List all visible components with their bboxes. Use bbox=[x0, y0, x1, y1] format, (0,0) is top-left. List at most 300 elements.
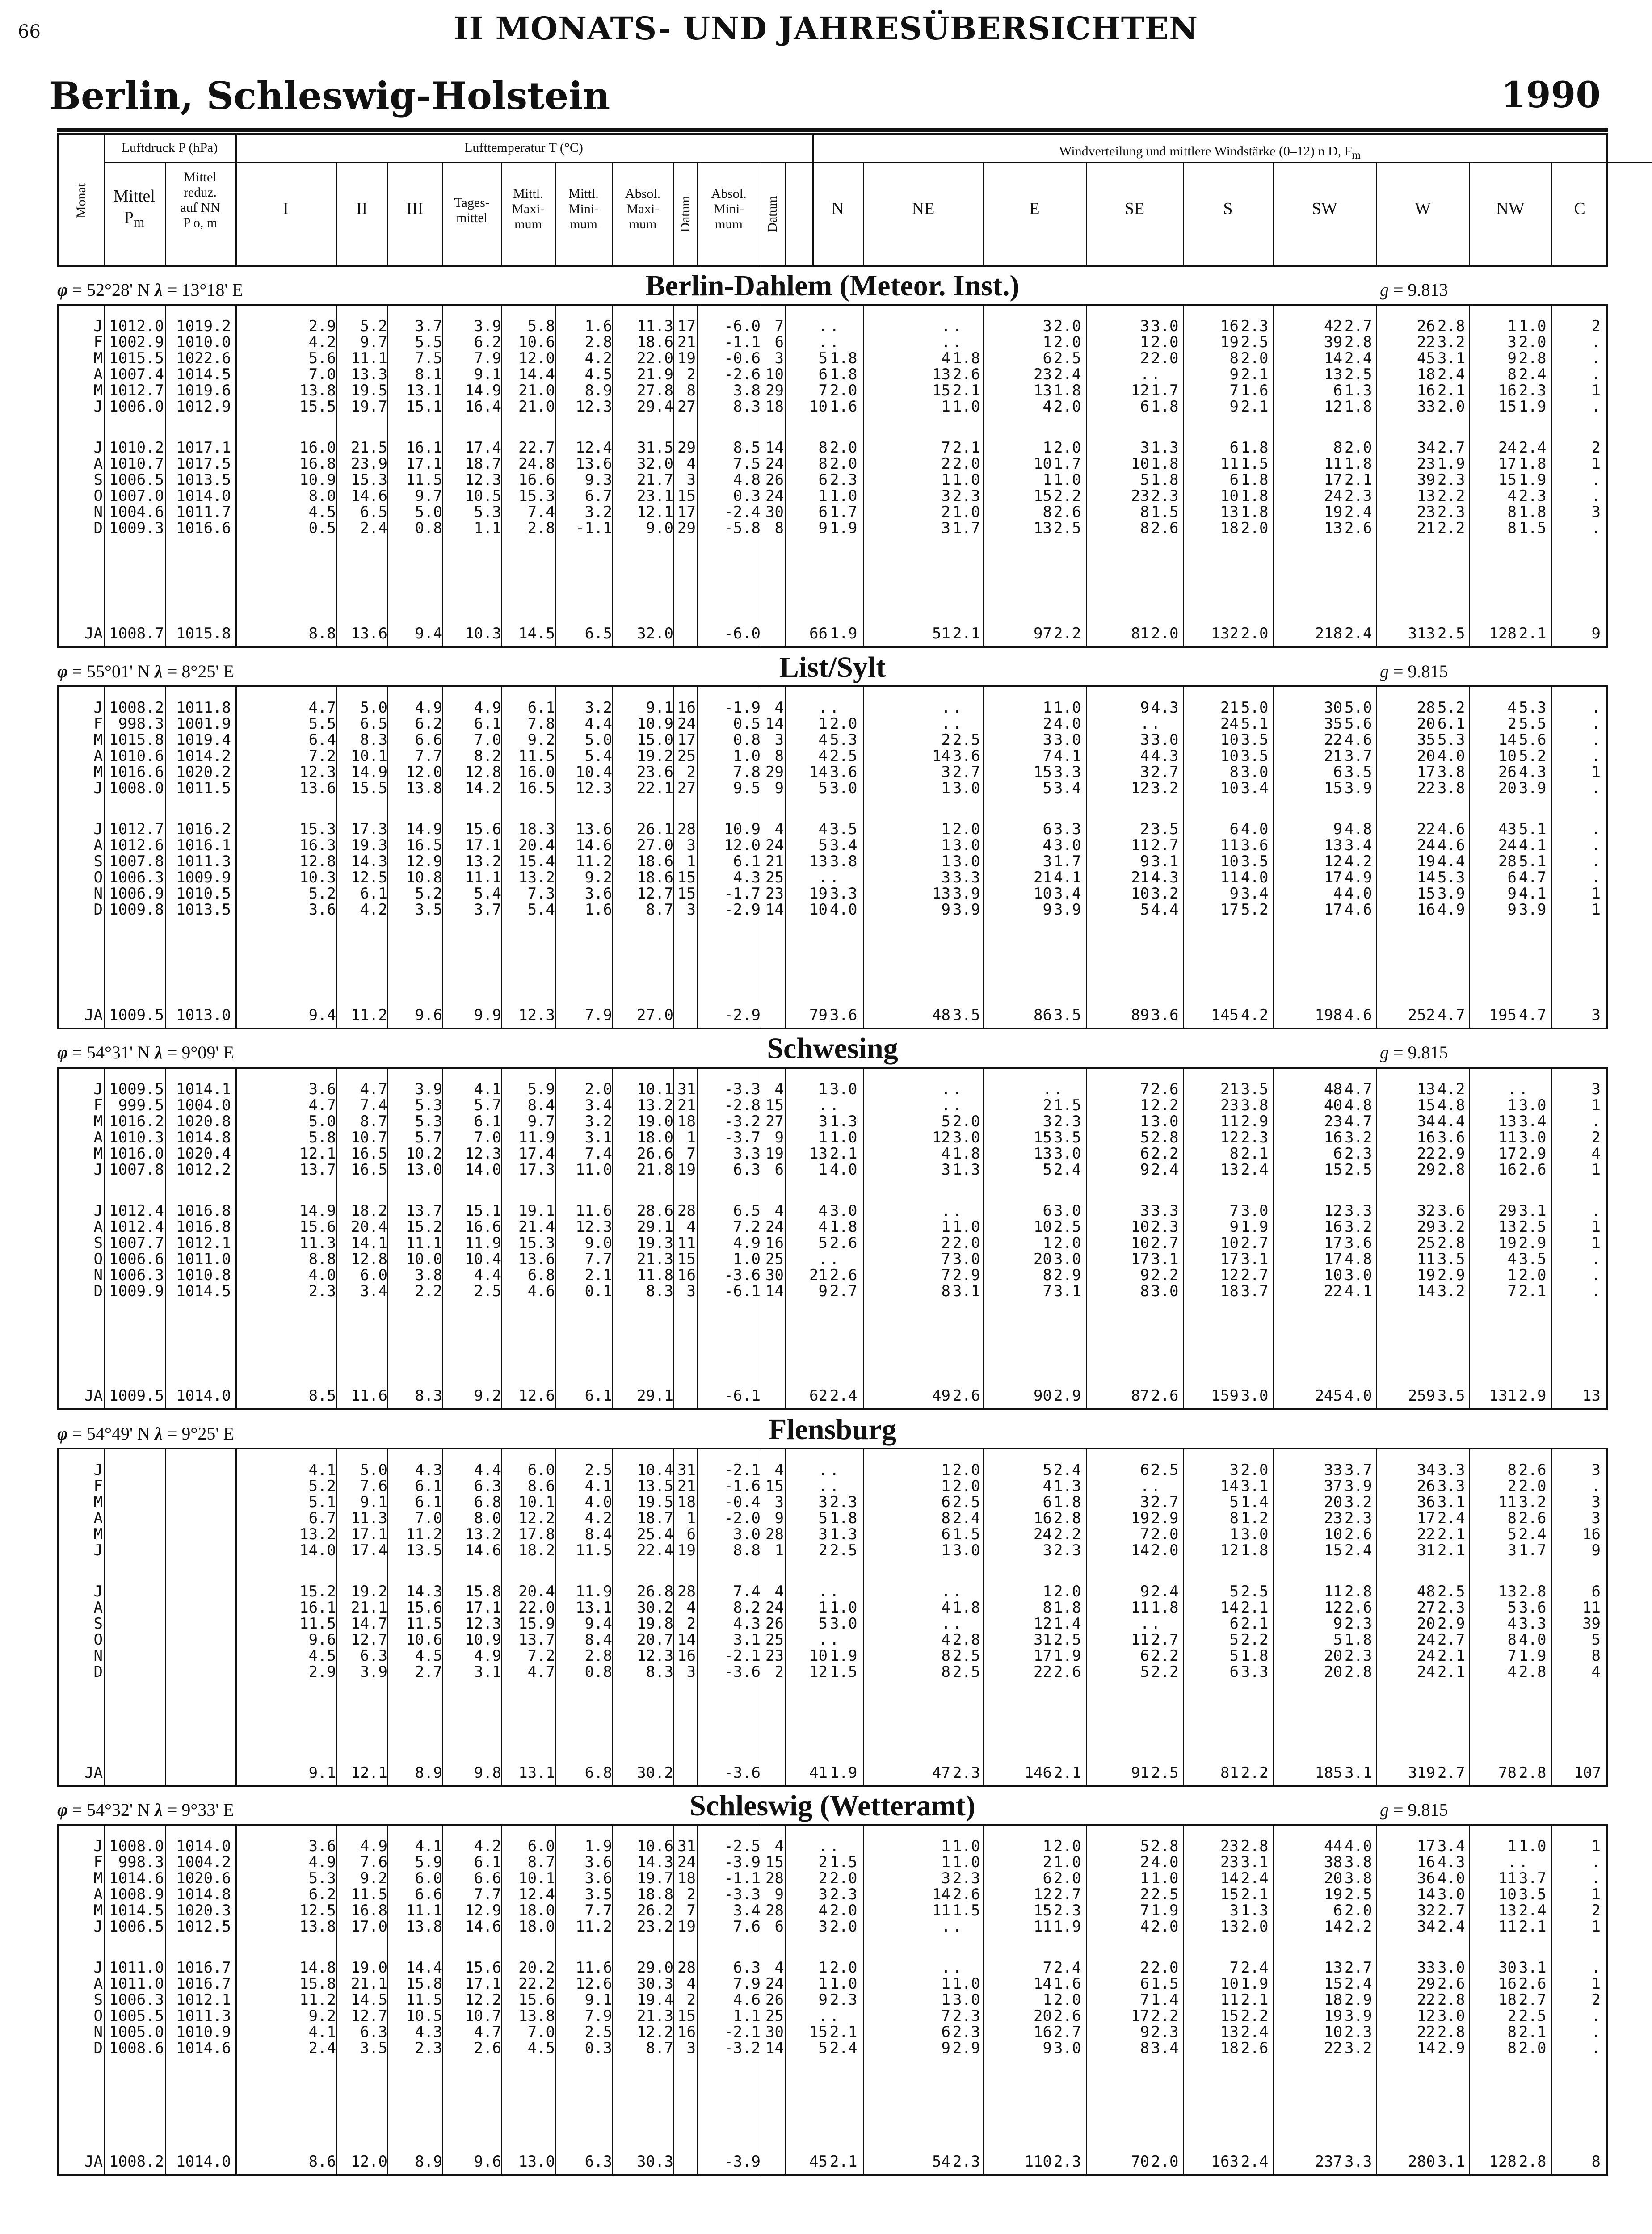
cell: 3.1 bbox=[733, 1631, 761, 1649]
cell: 3.0 bbox=[953, 1541, 980, 1559]
cell: 1016.2 bbox=[109, 1113, 164, 1130]
cell: 18.6 bbox=[637, 333, 673, 351]
cell: 19.5 bbox=[351, 382, 387, 399]
cell: 17.4 bbox=[465, 439, 501, 457]
header-tagesmittel-1: Tages- bbox=[454, 195, 490, 210]
cell: 5.0 bbox=[360, 699, 387, 717]
cell: 5.6 bbox=[1519, 731, 1547, 749]
table-row bbox=[59, 1664, 1606, 1680]
cell: 14.9 bbox=[465, 382, 501, 399]
cell: 1 bbox=[1591, 1885, 1601, 1903]
cell: 3 bbox=[1042, 317, 1052, 335]
cell: . bbox=[953, 1080, 962, 1098]
cell: 4.3 bbox=[415, 2023, 442, 2041]
cell: 3.5 bbox=[1241, 852, 1269, 870]
cell: 3.6 bbox=[953, 747, 980, 765]
cell: 3 bbox=[1042, 731, 1052, 749]
cell: 3 bbox=[818, 1493, 828, 1511]
cell: 4 bbox=[1507, 699, 1517, 717]
cell: 2.7 bbox=[1241, 1266, 1269, 1284]
phi-symbol: φ bbox=[57, 280, 68, 300]
cell: 14.8 bbox=[299, 1959, 336, 1977]
cell: . bbox=[953, 317, 962, 335]
cell: 30 bbox=[765, 2023, 784, 2041]
cell: 2.4 bbox=[1054, 1959, 1081, 1977]
cell: 11.9 bbox=[465, 1234, 501, 1252]
cell: 3.4 bbox=[360, 1282, 387, 1300]
cell: 13.2 bbox=[637, 1096, 673, 1114]
cell: 1 bbox=[686, 1509, 696, 1527]
header-monat: Monat bbox=[74, 183, 88, 218]
cell: 2.4 bbox=[1345, 349, 1372, 367]
cell: 8.7 bbox=[360, 1113, 387, 1130]
cell: 9.6 bbox=[415, 1006, 442, 1024]
cell: . bbox=[1519, 1080, 1528, 1098]
cell: 13 bbox=[1034, 1145, 1052, 1163]
cell: 15 bbox=[1324, 1161, 1342, 1179]
cell: 45 bbox=[809, 2153, 828, 2171]
cell: 2.3 bbox=[953, 487, 980, 505]
cell: 11.5 bbox=[406, 1991, 442, 2009]
cell: 26 bbox=[1417, 1477, 1435, 1495]
table-row bbox=[59, 1478, 1606, 1494]
cell: J bbox=[93, 1080, 103, 1098]
cell: 17.1 bbox=[465, 836, 501, 854]
cell: 3.3 bbox=[733, 1145, 761, 1163]
cell: 81 bbox=[1131, 625, 1149, 642]
phi-symbol: φ bbox=[57, 1800, 68, 1820]
cell: 14 bbox=[1324, 349, 1342, 367]
cell: 22.4 bbox=[637, 1541, 673, 1559]
cell: 4.0 bbox=[584, 1493, 612, 1511]
cell: 49 bbox=[932, 1387, 950, 1405]
cell: 24 bbox=[1220, 715, 1239, 733]
cell: 19 bbox=[1417, 852, 1435, 870]
cell: 2.2 bbox=[1438, 519, 1465, 537]
cell: 3.0 bbox=[1054, 1145, 1081, 1163]
cell: 15.9 bbox=[518, 1615, 555, 1633]
cell: 11.3 bbox=[637, 317, 673, 335]
cell: 11.5 bbox=[351, 1885, 387, 1903]
cell: 29 bbox=[1417, 1161, 1435, 1179]
cell: 4.8 bbox=[733, 471, 761, 489]
cell: 1.9 bbox=[1054, 1918, 1081, 1936]
station-g-value: = 9.815 bbox=[1389, 661, 1448, 681]
header-t-II: II bbox=[356, 199, 368, 218]
cell: 3.1 bbox=[1241, 1853, 1269, 1871]
cell: JA bbox=[84, 625, 103, 642]
cell: 2.0 bbox=[830, 439, 858, 457]
cell: 11 bbox=[1220, 836, 1239, 854]
cell: 13.2 bbox=[465, 1525, 501, 1543]
cell: 4 bbox=[686, 455, 696, 473]
cell: 24 bbox=[1498, 439, 1517, 457]
cell: 3.4 bbox=[1151, 2039, 1179, 2057]
cell: 12.2 bbox=[637, 2023, 673, 2041]
cell: 4.4 bbox=[1438, 852, 1465, 870]
cell: 1 bbox=[941, 471, 950, 489]
cell: . bbox=[941, 317, 950, 335]
cell: . bbox=[941, 1096, 950, 1114]
cell: 10 bbox=[1220, 852, 1239, 870]
cell: 31 bbox=[677, 1461, 696, 1479]
table-row bbox=[59, 780, 1606, 796]
cell: 1.8 bbox=[830, 1218, 858, 1236]
cell: 20.7 bbox=[637, 1631, 673, 1649]
cell: 3.0 bbox=[1438, 1885, 1465, 1903]
cell: 2 bbox=[1591, 317, 1601, 335]
cell: 3.7 bbox=[1345, 1461, 1372, 1479]
cell: 2.9 bbox=[1345, 1991, 1372, 2009]
cell: 5 bbox=[1229, 1631, 1239, 1649]
cell: 1.0 bbox=[1151, 1869, 1179, 1887]
table-row bbox=[59, 1583, 1606, 1600]
cell: 1008.0 bbox=[109, 1837, 164, 1855]
cell: 8 bbox=[1507, 1631, 1517, 1649]
cell: 10.1 bbox=[637, 1080, 673, 1098]
cell: 2 bbox=[941, 455, 950, 473]
header-datum-1: Datum bbox=[678, 196, 693, 232]
cell: 2.0 bbox=[584, 1080, 612, 1098]
cell: 4.1 bbox=[1054, 869, 1081, 886]
cell: 29 bbox=[1498, 1202, 1517, 1220]
cell: 1.8 bbox=[1519, 455, 1547, 473]
cell: 2.5 bbox=[953, 1493, 980, 1511]
cell: 15 bbox=[677, 869, 696, 886]
cell: 2.6 bbox=[1519, 1161, 1547, 1179]
cell: 4.1 bbox=[474, 1080, 501, 1098]
table-row bbox=[59, 1283, 1606, 1299]
cell: 9.2 bbox=[584, 869, 612, 886]
cell: 24 bbox=[677, 1853, 696, 1871]
table-row bbox=[59, 318, 1606, 334]
cell: 6 bbox=[1333, 382, 1342, 399]
cell: 2.0 bbox=[953, 1113, 980, 1130]
cell: 16 bbox=[1498, 382, 1517, 399]
cell: 2.5 bbox=[1054, 349, 1081, 367]
cell: 4.8 bbox=[1345, 1250, 1372, 1268]
cell: 12 bbox=[1034, 1615, 1052, 1633]
cell: 2.8 bbox=[1519, 349, 1547, 367]
cell: 9 bbox=[1229, 1218, 1239, 1236]
cell: 3.0 bbox=[733, 1525, 761, 1543]
cell: 3.0 bbox=[1151, 317, 1179, 335]
cell: O bbox=[93, 1631, 103, 1649]
cell: 14 bbox=[932, 747, 950, 765]
cell: 13 bbox=[1220, 1918, 1239, 1936]
cell: 12.3 bbox=[576, 398, 612, 416]
cell: 3.4 bbox=[1241, 779, 1269, 797]
annual-row bbox=[59, 2154, 1606, 2170]
cell: 12 bbox=[1131, 779, 1149, 797]
cell: 3.9 bbox=[1345, 2007, 1372, 2025]
cell: . bbox=[1591, 365, 1601, 383]
cell: 18.8 bbox=[637, 1885, 673, 1903]
cell: . bbox=[941, 1202, 950, 1220]
cell: 3.8 bbox=[733, 382, 761, 399]
cell: 12 bbox=[1220, 1129, 1239, 1146]
cell: 3.7 bbox=[1345, 747, 1372, 765]
cell: 4.7 bbox=[1519, 1006, 1547, 1024]
cell: 3.6 bbox=[1345, 1234, 1372, 1252]
cell: 3.2 bbox=[1345, 1218, 1372, 1236]
cell: 6.8 bbox=[527, 1266, 555, 1284]
cell: 1.9 bbox=[1519, 1647, 1547, 1665]
cell: 3.5 bbox=[1519, 1250, 1547, 1268]
cell: 4.2 bbox=[1345, 852, 1372, 870]
cell: 7.7 bbox=[584, 1902, 612, 1919]
cell: 3.6 bbox=[1519, 1599, 1547, 1617]
cell: 4.1 bbox=[584, 1477, 612, 1495]
cell: 8 bbox=[941, 1647, 950, 1665]
table-row bbox=[59, 764, 1606, 780]
cell: 19.4 bbox=[637, 1991, 673, 2009]
station-title-row bbox=[57, 649, 1608, 684]
cell: 6 bbox=[1042, 1869, 1052, 1887]
cell: 14 bbox=[765, 715, 784, 733]
cell: 1.3 bbox=[1054, 1477, 1081, 1495]
cell: 2.1 bbox=[830, 2153, 858, 2171]
cell: 10.3 bbox=[465, 625, 501, 642]
cell: 79 bbox=[809, 1006, 828, 1024]
cell: 5.9 bbox=[415, 1853, 442, 1871]
cell: 13 bbox=[1498, 1583, 1517, 1600]
cell: 8.5 bbox=[308, 1387, 336, 1405]
cell: 7.7 bbox=[415, 747, 442, 765]
cell: 8.5 bbox=[733, 439, 761, 457]
cell: 17 bbox=[1131, 2007, 1149, 2025]
header-datum-2: Datum bbox=[765, 196, 780, 232]
cell: 8 bbox=[941, 1663, 950, 1681]
cell: -3.6 bbox=[724, 1764, 761, 1782]
cell: 2.2 bbox=[1241, 1764, 1269, 1782]
cell: 1011.0 bbox=[109, 1975, 164, 1993]
cell: 4.0 bbox=[1438, 747, 1465, 765]
cell: 3 bbox=[1140, 1202, 1149, 1220]
cell: F bbox=[93, 1477, 103, 1495]
cell: 5.3 bbox=[1438, 731, 1465, 749]
cell: 14.5 bbox=[518, 625, 555, 642]
cell: 22 bbox=[1417, 1145, 1435, 1163]
cell: 1 bbox=[1042, 471, 1052, 489]
cell: D bbox=[93, 2039, 103, 2057]
cell: 1.5 bbox=[830, 1853, 858, 1871]
cell: 5.5 bbox=[415, 333, 442, 351]
cell: 15.1 bbox=[406, 398, 442, 416]
cell: 163 bbox=[1211, 2153, 1239, 2171]
cell: 2.8 bbox=[1345, 333, 1372, 351]
cell: 3.4 bbox=[1345, 836, 1372, 854]
cell: 13.3 bbox=[351, 365, 387, 383]
cell: 12.3 bbox=[576, 1218, 612, 1236]
cell: 39 bbox=[1324, 333, 1342, 351]
cell: 91 bbox=[1131, 1764, 1149, 1782]
cell: 13.8 bbox=[406, 779, 442, 797]
cell: 9 bbox=[774, 1509, 784, 1527]
cell: 6.3 bbox=[733, 1959, 761, 1977]
cell: 2.2 bbox=[1151, 1663, 1179, 1681]
cell: -1.1 bbox=[576, 519, 612, 537]
cell: 90 bbox=[1034, 1387, 1052, 1405]
cell: 2.0 bbox=[953, 1477, 980, 1495]
header-windverteilung: Windverteilung und mittlere Windstärke (0–12) n D, $F_m$ bbox=[1059, 144, 1361, 161]
cell: 1 bbox=[1140, 1113, 1149, 1130]
cell: 26 bbox=[1498, 763, 1517, 781]
cell: 11 bbox=[1498, 1129, 1517, 1146]
cell: 5.6 bbox=[1345, 715, 1372, 733]
header-divider bbox=[785, 163, 786, 265]
cell: 1.0 bbox=[830, 1129, 858, 1146]
cell: . bbox=[1591, 836, 1601, 854]
cell: JA bbox=[84, 1006, 103, 1024]
cell: 9.9 bbox=[474, 1006, 501, 1024]
table-row bbox=[59, 902, 1606, 918]
cell: 2 bbox=[1507, 1477, 1517, 1495]
cell: 2.8 bbox=[584, 1647, 612, 1665]
cell: 3.4 bbox=[1438, 1837, 1465, 1855]
cell: . bbox=[818, 1250, 828, 1268]
cell: 12.5 bbox=[299, 1902, 336, 1919]
cell: . bbox=[953, 1202, 962, 1220]
cell: 14 bbox=[765, 901, 784, 919]
cell: 4 bbox=[774, 1583, 784, 1600]
cell: 1009.3 bbox=[109, 519, 164, 537]
cell: 17 bbox=[1324, 1250, 1342, 1268]
cell: 21.1 bbox=[351, 1599, 387, 1617]
cell: 3.3 bbox=[1054, 820, 1081, 838]
cell: 3.4 bbox=[1241, 885, 1269, 903]
cell: 2.1 bbox=[1345, 471, 1372, 489]
table-row bbox=[59, 1251, 1606, 1267]
cell: 110 bbox=[1024, 2153, 1052, 2171]
cell: 1014.8 bbox=[176, 1885, 231, 1903]
cell: . bbox=[953, 333, 962, 351]
cell: 6.5 bbox=[360, 715, 387, 733]
cell: 16 bbox=[1324, 1218, 1342, 1236]
cell: 1.9 bbox=[1438, 455, 1465, 473]
cell: 1010.3 bbox=[109, 1129, 164, 1146]
cell: 4.2 bbox=[584, 1509, 612, 1527]
cell: 15.5 bbox=[351, 779, 387, 797]
cell: 4.2 bbox=[308, 333, 336, 351]
cell: 1008.0 bbox=[109, 779, 164, 797]
cell: 39 bbox=[1582, 1615, 1601, 1633]
cell: 5.7 bbox=[415, 1129, 442, 1146]
cell: 9 bbox=[1333, 1615, 1342, 1633]
cell: 2 bbox=[686, 1991, 696, 2009]
cell: 7 bbox=[818, 382, 828, 399]
cell: 1009.8 bbox=[109, 901, 164, 919]
cell: 4 bbox=[686, 1218, 696, 1236]
cell: 2.3 bbox=[830, 1885, 858, 1903]
station-title-row bbox=[57, 267, 1608, 303]
station-lambda: = 8°25' E bbox=[162, 661, 235, 681]
cell: 259 bbox=[1408, 1387, 1435, 1405]
cell: 6 bbox=[1140, 1975, 1149, 1993]
cell: 2.8 bbox=[953, 1631, 980, 1649]
cell: 86 bbox=[1034, 1006, 1052, 1024]
cell: 28.6 bbox=[637, 1202, 673, 1220]
table-row bbox=[59, 732, 1606, 748]
cell: 3.6 bbox=[308, 901, 336, 919]
cell: 1 bbox=[1591, 1918, 1601, 1936]
cell: 4.6 bbox=[1345, 901, 1372, 919]
cell: 21.0 bbox=[518, 398, 555, 416]
cell: 10 bbox=[1220, 747, 1239, 765]
cell: 2.8 bbox=[1438, 1161, 1465, 1179]
cell: 2 bbox=[1591, 1991, 1601, 2009]
cell: 11 bbox=[1498, 1869, 1517, 1887]
cell: 2.8 bbox=[1345, 1663, 1372, 1681]
cell: 6 bbox=[1229, 820, 1239, 838]
cell: 24 bbox=[765, 1599, 784, 1617]
cell: 4.3 bbox=[1519, 763, 1547, 781]
cell: 3.0 bbox=[953, 852, 980, 870]
cell: 4.7 bbox=[1345, 1080, 1372, 1098]
cell: 6.0 bbox=[360, 1266, 387, 1284]
cell: 13 bbox=[932, 885, 950, 903]
cell: 18 bbox=[1417, 365, 1435, 383]
cell: 1 bbox=[1507, 1837, 1517, 1855]
cell: 3.1 bbox=[1519, 1959, 1547, 1977]
cell: 30.2 bbox=[637, 1764, 673, 1782]
cell: 2.3 bbox=[1519, 382, 1547, 399]
cell: 12.4 bbox=[518, 1885, 555, 1903]
table-row bbox=[59, 1097, 1606, 1113]
cell: 10 bbox=[1498, 747, 1517, 765]
cell: 18.7 bbox=[637, 1509, 673, 1527]
cell: 14 bbox=[677, 1631, 696, 1649]
cell: 2.4 bbox=[1054, 1161, 1081, 1179]
cell: 2.4 bbox=[1054, 365, 1081, 383]
cell: 6 bbox=[1229, 471, 1239, 489]
cell: 13 bbox=[809, 1145, 828, 1163]
cell: -2.5 bbox=[724, 1837, 761, 1855]
cell: . bbox=[953, 1615, 962, 1633]
cell: -3.2 bbox=[724, 1113, 761, 1130]
cell: . bbox=[1151, 1615, 1160, 1633]
cell: 4.9 bbox=[1438, 901, 1465, 919]
cell: 2 bbox=[941, 1234, 950, 1252]
cell: 1009.5 bbox=[109, 1006, 164, 1024]
cell: 4.9 bbox=[308, 1853, 336, 1871]
cell: M bbox=[93, 349, 103, 367]
cell: J bbox=[93, 1918, 103, 1936]
cell: 24 bbox=[677, 715, 696, 733]
cell: . bbox=[818, 1631, 828, 1649]
station-gravity bbox=[1380, 1042, 1448, 1063]
cell: 10 bbox=[809, 1647, 828, 1665]
station-table bbox=[57, 1824, 1608, 2176]
cell: 1.8 bbox=[953, 349, 980, 367]
cell: 6.1 bbox=[474, 1113, 501, 1130]
cell: 2.6 bbox=[830, 1234, 858, 1252]
cell: 4 bbox=[1140, 1918, 1149, 1936]
cell: 11.0 bbox=[576, 1161, 612, 1179]
cell: 3.0 bbox=[1054, 1202, 1081, 1220]
cell: 3.5 bbox=[1054, 1129, 1081, 1146]
cell: 11.6 bbox=[576, 1202, 612, 1220]
cell: 2.3 bbox=[1438, 471, 1465, 489]
cell: -3.2 bbox=[724, 2039, 761, 2057]
cell: 3.8 bbox=[415, 1266, 442, 1284]
cell: 11 bbox=[1324, 1583, 1342, 1600]
cell: 12.3 bbox=[576, 779, 612, 797]
cell: 1020.4 bbox=[176, 1145, 231, 1163]
cell: 17 bbox=[1324, 869, 1342, 886]
cell: 2.6 bbox=[1519, 1509, 1547, 1527]
lambda-symbol: λ bbox=[155, 1042, 163, 1062]
